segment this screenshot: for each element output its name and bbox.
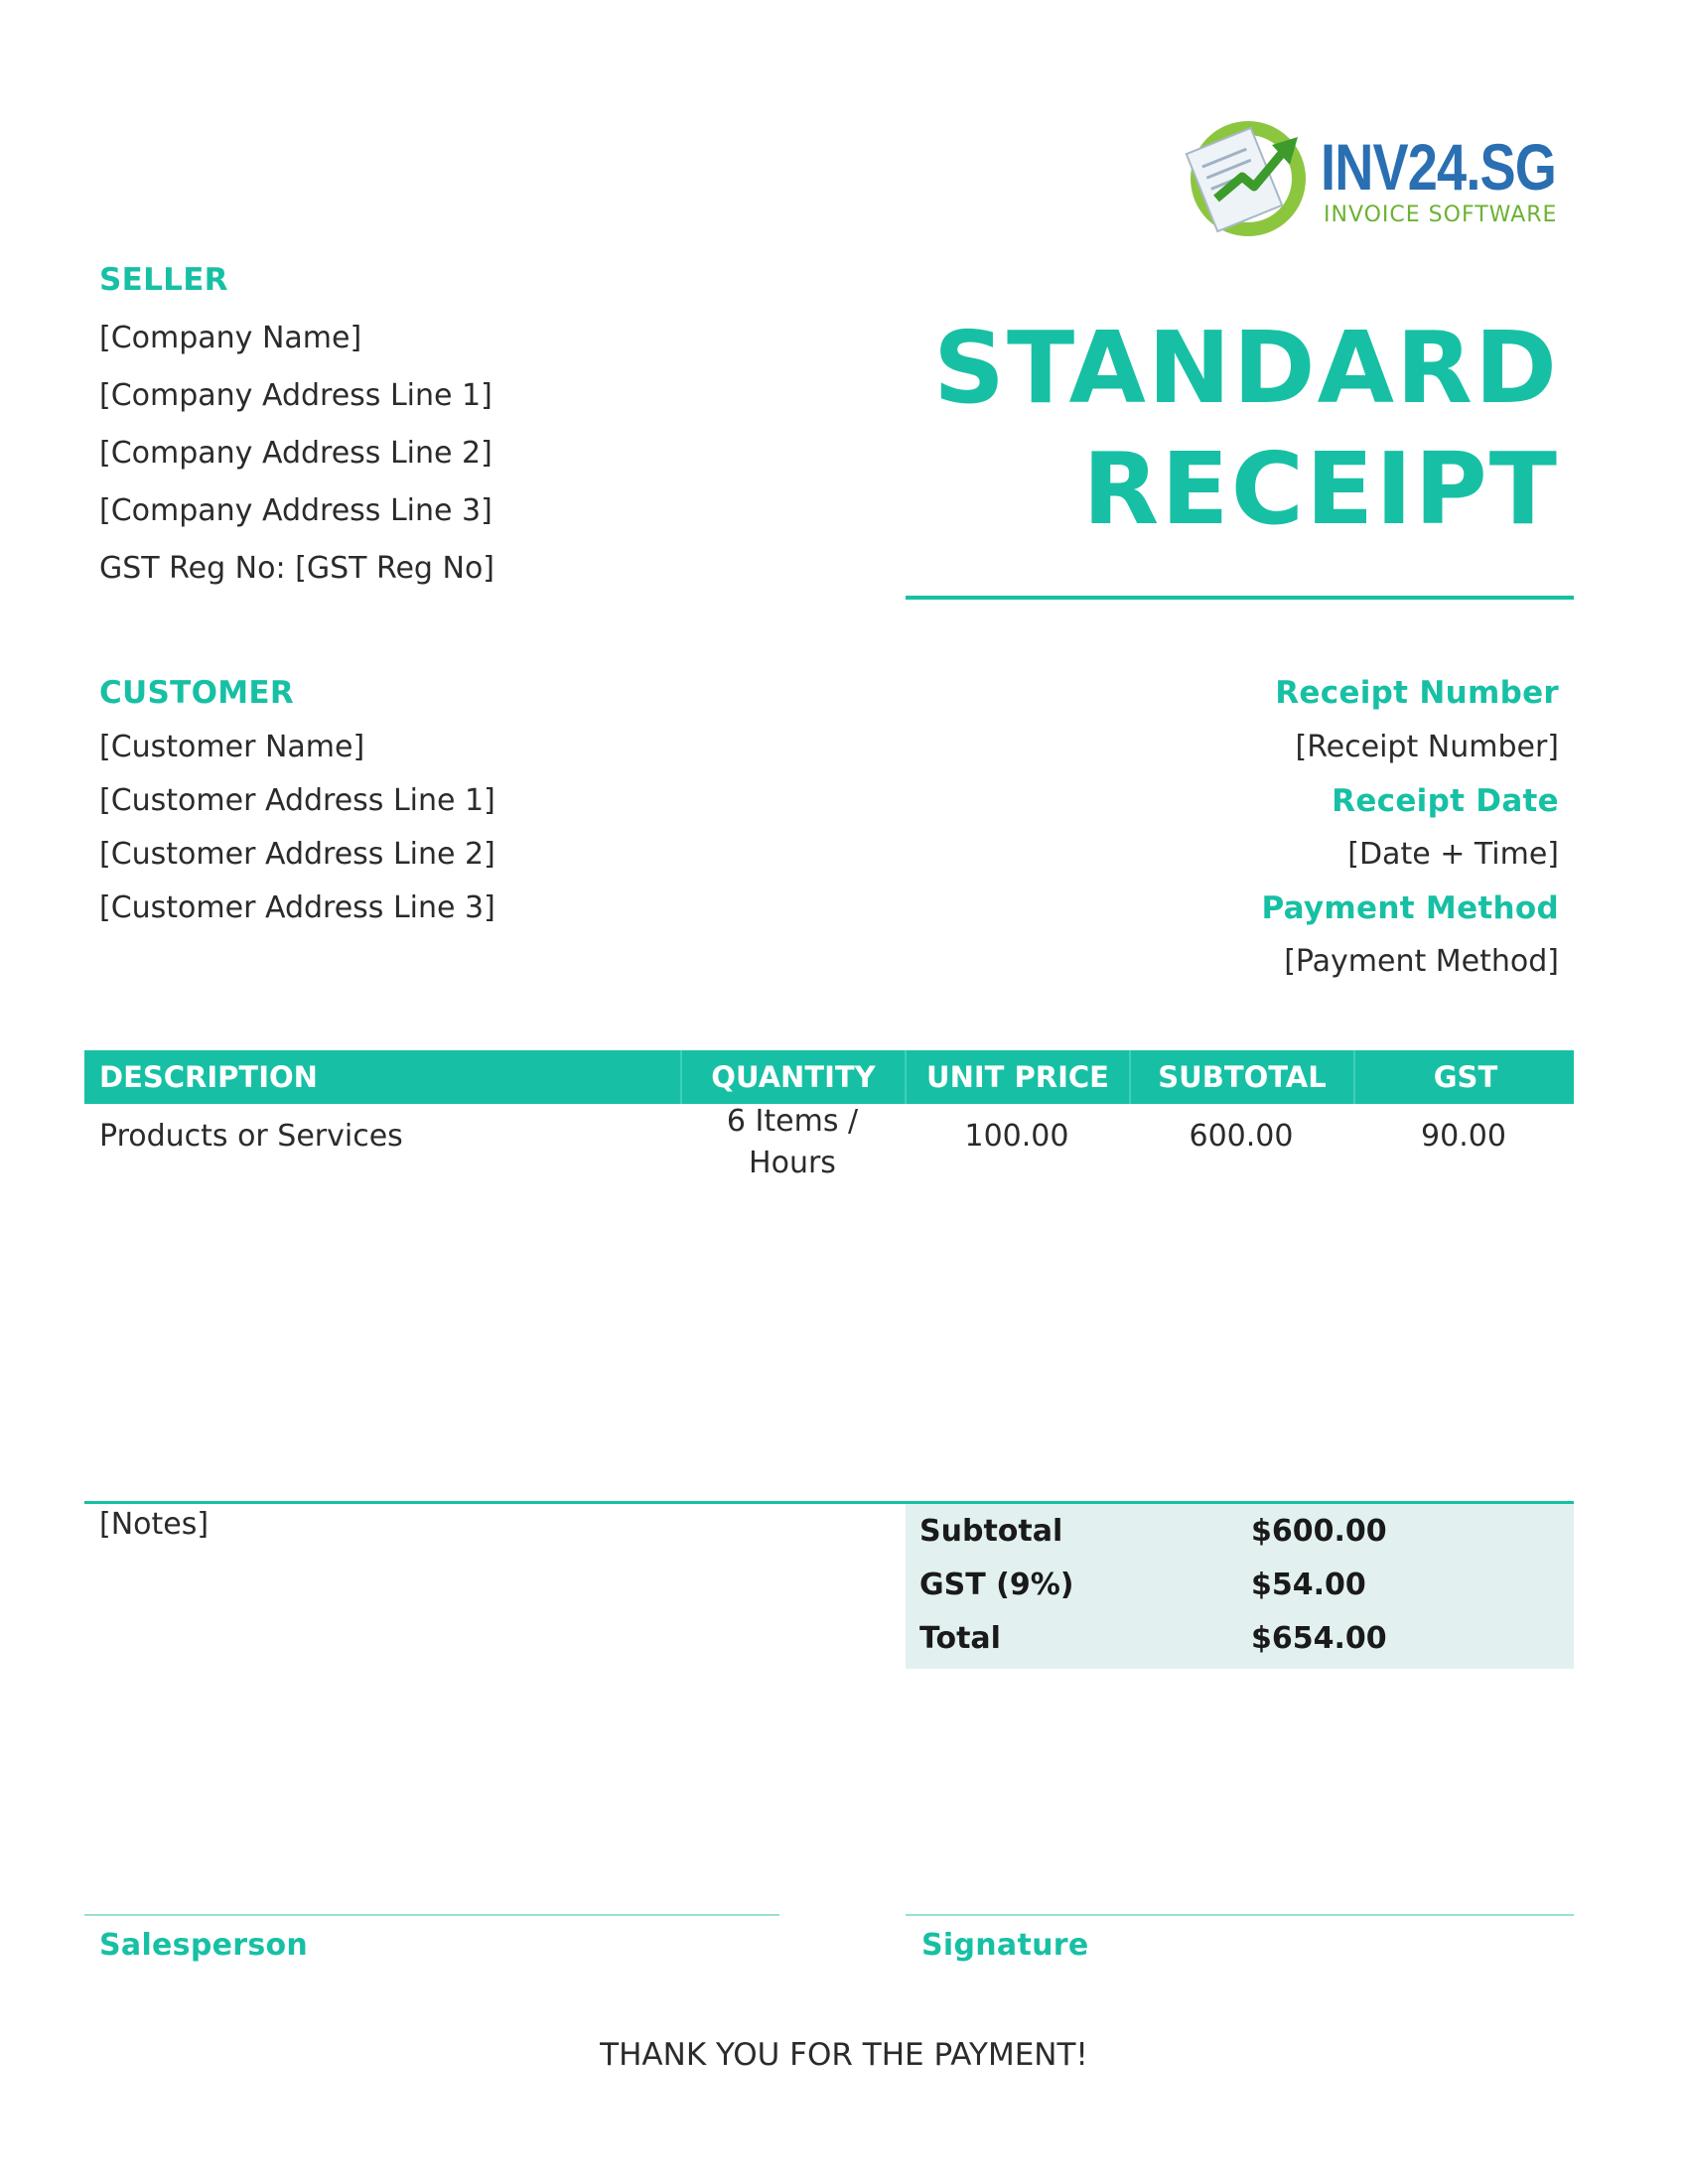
subtotal-value: $600.00 — [1251, 1514, 1387, 1549]
total-value: $654.00 — [1251, 1621, 1387, 1656]
salesperson-label: Salesperson — [99, 1928, 309, 1963]
seller-address-line-1: [Company Address Line 1] — [99, 378, 492, 413]
logo-tagline: INVOICE SOFTWARE — [1324, 203, 1558, 227]
seller-company-name: [Company Name] — [99, 321, 362, 355]
table-row — [84, 1104, 1574, 1183]
receipt-number-value: [Receipt Number] — [1295, 730, 1559, 764]
cell-quantity — [680, 1101, 905, 1184]
receipt-date-label: Receipt Date — [1332, 783, 1559, 819]
salesperson-line — [84, 1914, 779, 1916]
notes-text: [Notes] — [99, 1507, 210, 1542]
items-table-header — [84, 1050, 1574, 1104]
cell-quantity-line2: Hours — [749, 1146, 836, 1180]
col-header-quantity: QUANTITY — [680, 1050, 905, 1104]
logo-wordmark: INV24.SG — [1321, 130, 1557, 204]
seller-heading: SELLER — [99, 262, 228, 298]
signature-label: Signature — [921, 1928, 1089, 1963]
customer-name: [Customer Name] — [99, 730, 365, 764]
total-label: Total — [919, 1621, 1001, 1656]
document-title-line2: RECEIPT — [1082, 431, 1559, 547]
cell-unit-price: 100.00 — [964, 1119, 1069, 1154]
company-logo — [1177, 107, 1584, 246]
seller-address-line-2: [Company Address Line 2] — [99, 436, 492, 471]
thank-you-message: THANK YOU FOR THE PAYMENT! — [600, 2037, 1088, 2073]
cell-subtotal: 600.00 — [1189, 1119, 1294, 1154]
logo-emblem-icon — [1177, 107, 1316, 246]
col-header-description: DESCRIPTION — [99, 1060, 318, 1094]
payment-method-label: Payment Method — [1261, 890, 1559, 926]
gst-value: $54.00 — [1251, 1568, 1366, 1602]
gst-label: GST (9%) — [919, 1568, 1074, 1602]
customer-address-line-2: [Customer Address Line 2] — [99, 837, 495, 872]
cell-description: Products or Services — [99, 1119, 403, 1154]
payment-method-value: [Payment Method] — [1284, 944, 1559, 979]
customer-heading: CUSTOMER — [99, 675, 295, 711]
col-header-gst: GST — [1353, 1050, 1576, 1104]
customer-address-line-1: [Customer Address Line 1] — [99, 783, 495, 818]
cell-gst: 90.00 — [1421, 1119, 1506, 1154]
signature-line — [906, 1914, 1574, 1916]
seller-gst-reg-no: GST Reg No: [GST Reg No] — [99, 551, 495, 586]
customer-address-line-3: [Customer Address Line 3] — [99, 890, 495, 925]
totals-box — [906, 1504, 1574, 1669]
document-title-line1: STANDARD — [933, 310, 1559, 426]
col-header-subtotal: SUBTOTAL — [1129, 1050, 1353, 1104]
receipt-date-value: [Date + Time] — [1347, 837, 1559, 872]
receipt-number-label: Receipt Number — [1275, 675, 1559, 711]
seller-address-line-3: [Company Address Line 3] — [99, 493, 492, 528]
cell-quantity-line1: 6 Items / — [726, 1104, 859, 1139]
subtotal-label: Subtotal — [919, 1514, 1063, 1549]
col-header-unit-price: UNIT PRICE — [905, 1050, 1129, 1104]
title-divider — [906, 596, 1574, 600]
